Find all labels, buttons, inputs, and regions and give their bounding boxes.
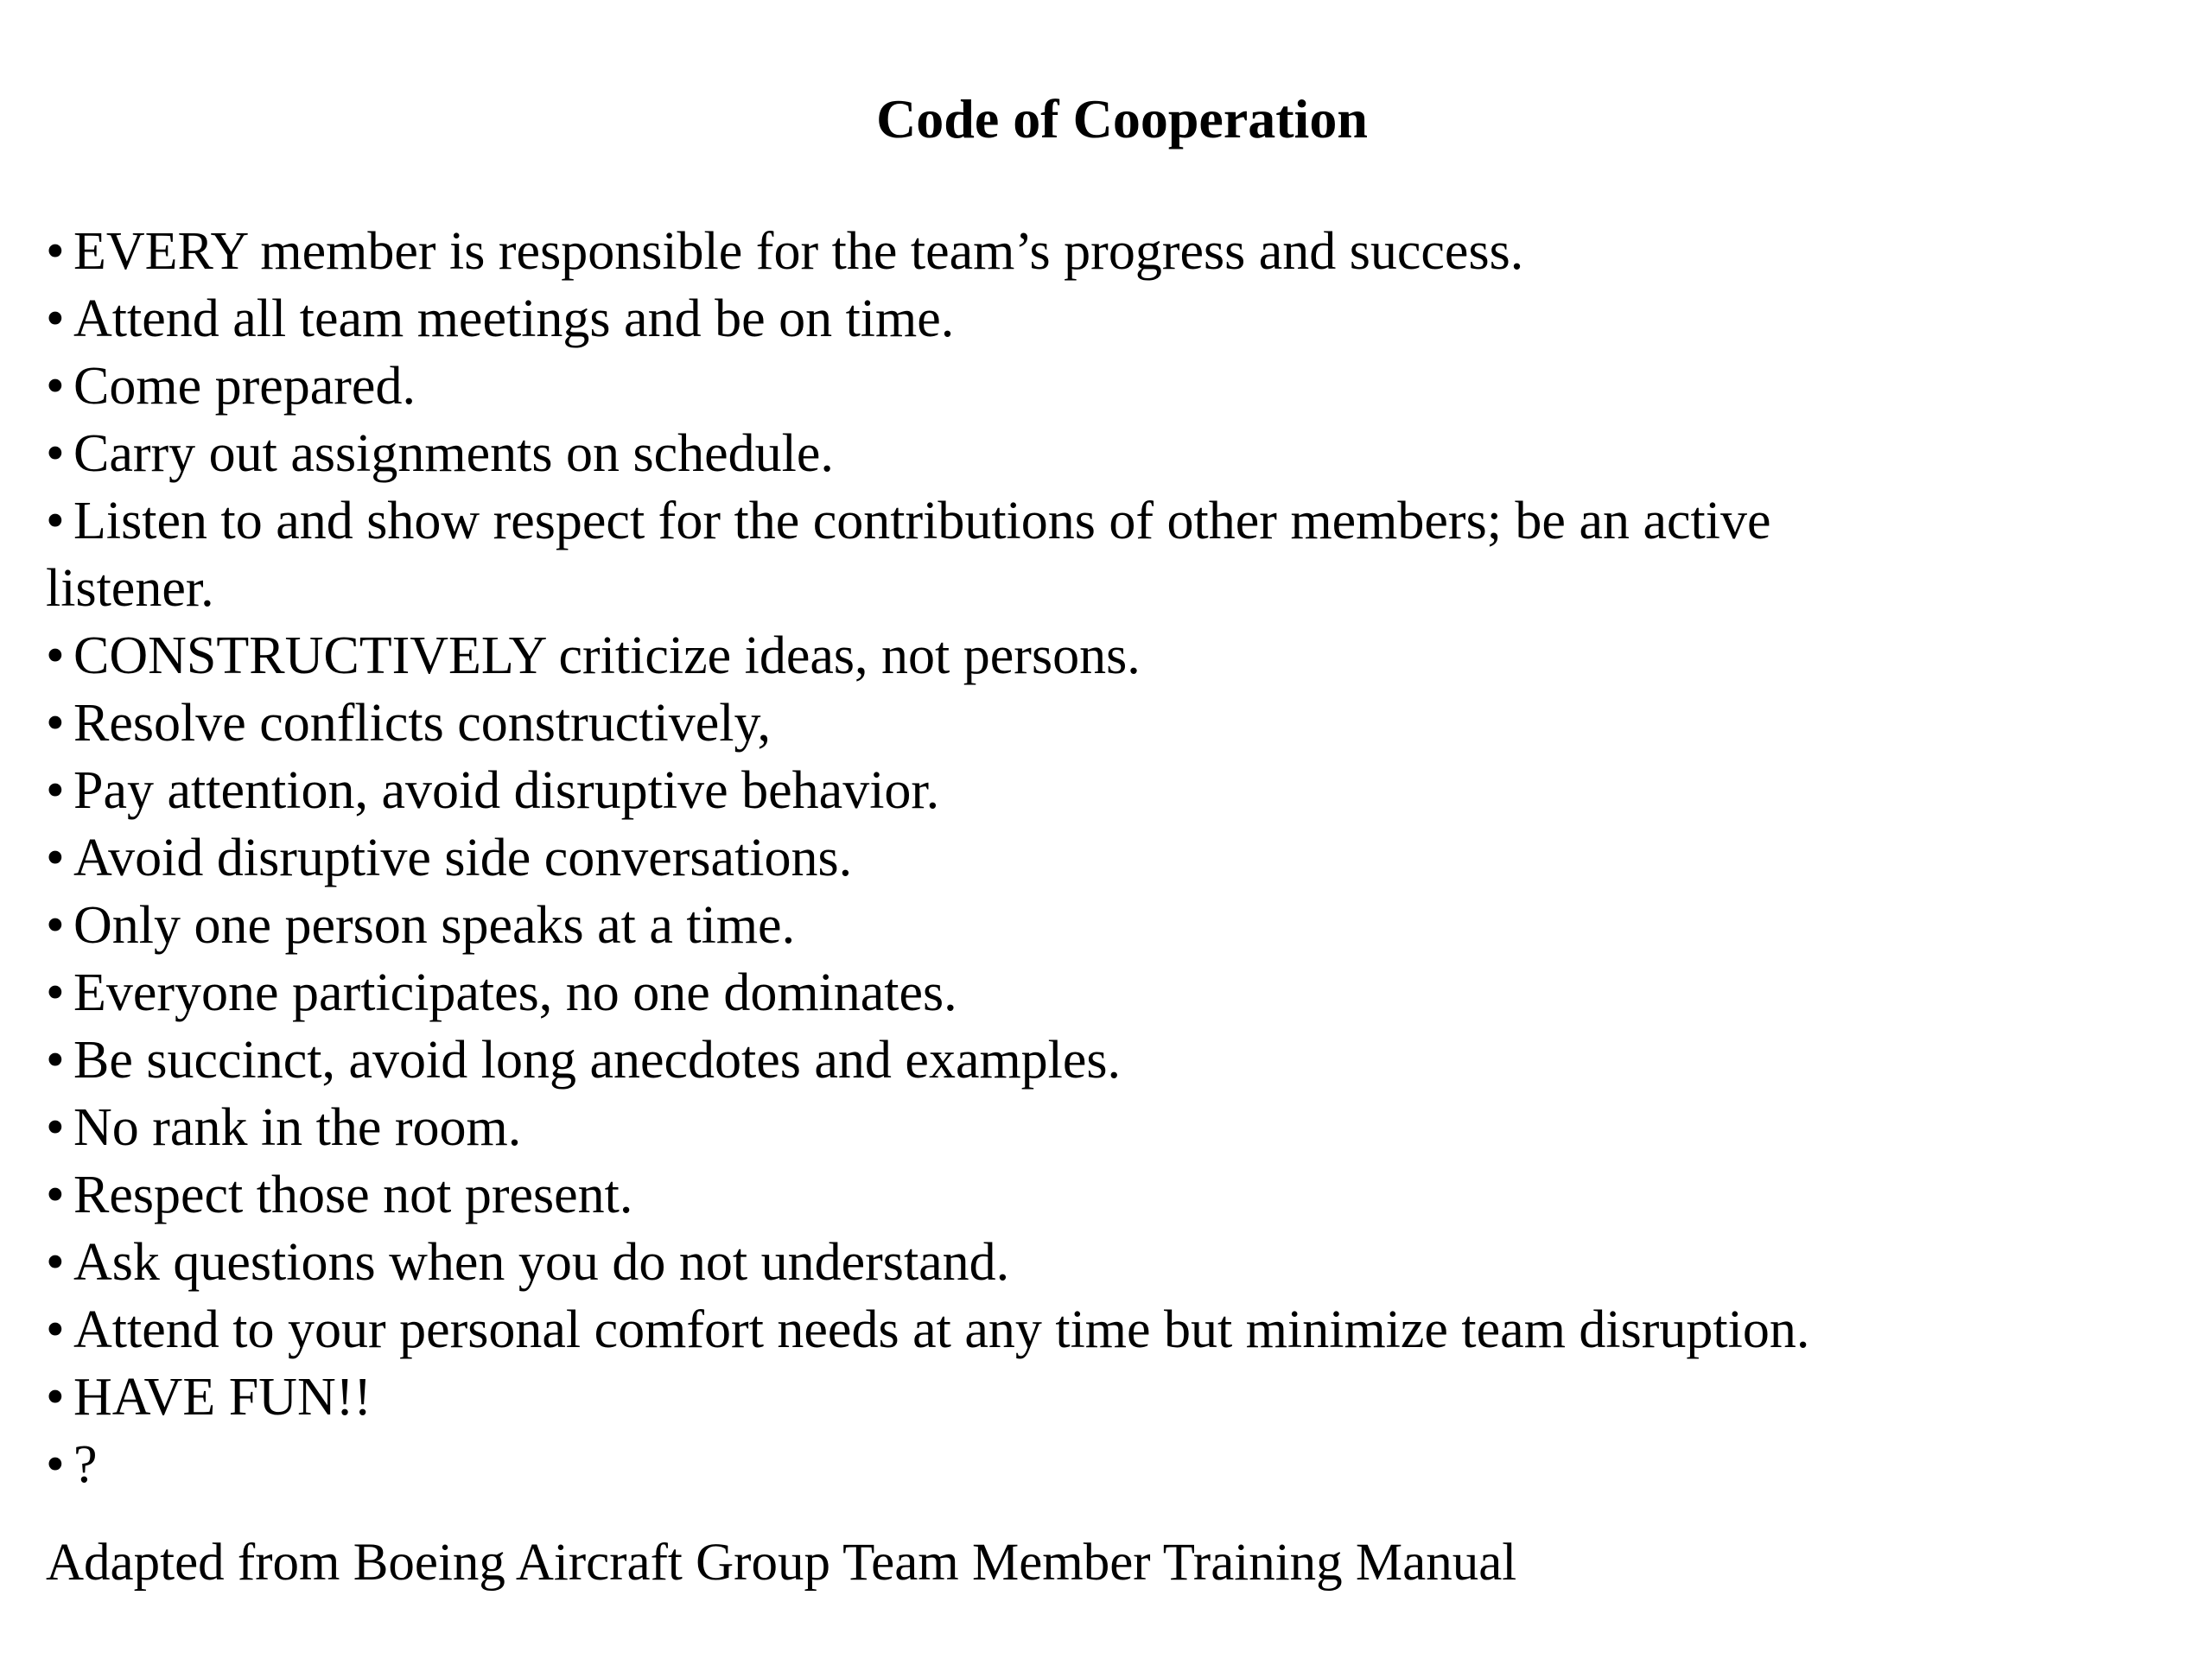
list-item: [46, 1229, 2171, 1296]
source-attribution: Adapted from Boeing Aircraft Group Team Member Training Manual: [46, 1534, 1517, 1592]
bullet-icon: •: [46, 1368, 65, 1427]
list-item: [46, 1363, 2171, 1431]
bullet-icon: •: [46, 963, 65, 1022]
bullet-icon: •: [46, 626, 65, 685]
bullet-icon: •: [46, 289, 65, 348]
bullet-icon: •: [46, 222, 65, 281]
bullet-icon: •: [46, 829, 65, 887]
list-item: [46, 892, 2171, 959]
rule-text: Everyone participates, no one dominates.: [73, 963, 957, 1022]
list-item: [46, 218, 2171, 285]
rule-text: Respect those not present.: [73, 1166, 633, 1224]
rule-text: CONSTRUCTIVELY criticize ideas, not persons.: [73, 626, 1141, 685]
bullet-icon: •: [46, 492, 65, 550]
rule-text-continuation: listener.: [46, 559, 214, 618]
list-item: [46, 420, 2171, 487]
list-item: [46, 959, 2171, 1027]
rule-text: Resolve conflicts constructively,: [73, 694, 771, 753]
list-item: [46, 353, 2171, 420]
bullet-icon: •: [46, 896, 65, 955]
list-item-continuation: [46, 555, 2171, 622]
list-item: [46, 1094, 2171, 1161]
rule-text: ?: [73, 1435, 98, 1494]
bullet-icon: •: [46, 1233, 65, 1292]
rule-text: Attend all team meetings and be on time.: [73, 289, 955, 348]
rule-text: Ask questions when you do not understand.: [73, 1233, 1010, 1292]
bullet-icon: •: [46, 761, 65, 820]
list-item: [46, 757, 2171, 824]
bullet-icon: •: [46, 357, 65, 416]
bullet-icon: •: [46, 424, 65, 483]
list-item: [46, 1296, 2171, 1363]
rule-text: Listen to and show respect for the contributions of other members; be an active: [73, 492, 1771, 550]
cooperation-rules-list: [46, 218, 2171, 1498]
rule-text: Come prepared.: [73, 357, 416, 416]
bullet-icon: •: [46, 1031, 65, 1090]
list-item: [46, 1027, 2171, 1094]
list-item: [46, 1431, 2171, 1498]
bullet-icon: •: [46, 1435, 65, 1494]
list-item: [46, 690, 2171, 757]
document-title: Code of Cooperation: [876, 88, 1368, 149]
bullet-icon: •: [46, 694, 65, 753]
list-item: [46, 487, 2171, 555]
list-item: [46, 824, 2171, 892]
rule-text: No rank in the room.: [73, 1098, 522, 1157]
rule-text: Avoid disruptive side conversations.: [73, 829, 853, 887]
list-item: [46, 285, 2171, 353]
list-item: [46, 622, 2171, 690]
rule-text: Attend to your personal comfort needs at any time but minimize team disruption.: [73, 1300, 1810, 1359]
list-item: [46, 1161, 2171, 1229]
rule-text: Pay attention, avoid disruptive behavior.: [73, 761, 940, 820]
rule-text: HAVE FUN!!: [73, 1368, 372, 1427]
bullet-icon: •: [46, 1300, 65, 1359]
bullet-icon: •: [46, 1166, 65, 1224]
rule-text: Be succinct, avoid long anecdotes and examples.: [73, 1031, 1122, 1090]
rule-text: EVERY member is responsible for the team’s progress and success.: [73, 222, 1524, 281]
rule-text: Only one person speaks at a time.: [73, 896, 796, 955]
bullet-icon: •: [46, 1098, 65, 1157]
rule-text: Carry out assignments on schedule.: [73, 424, 834, 483]
